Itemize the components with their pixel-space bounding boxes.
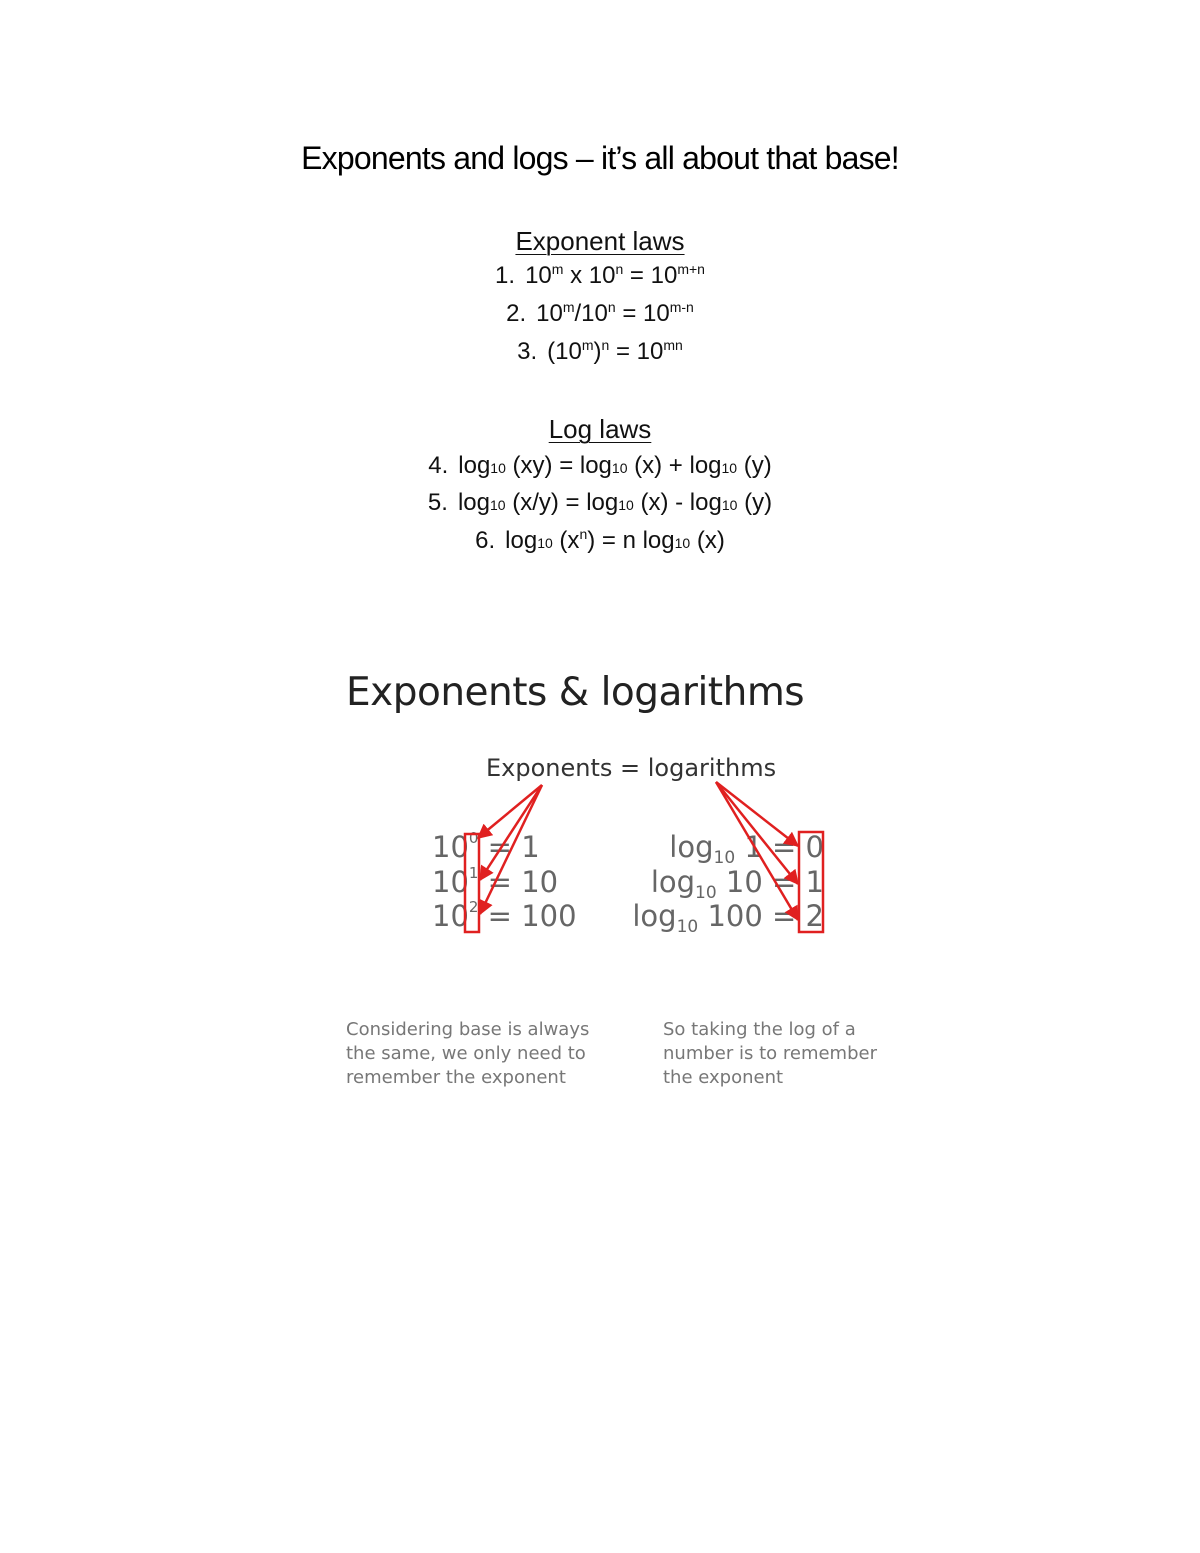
page-title: Exponents and logs – it’s all about that base! [301, 140, 899, 176]
log-base: 10 [490, 460, 506, 476]
law-text: (y) [737, 452, 772, 479]
law-number: 2. [506, 300, 527, 327]
log-base: 10 [618, 497, 634, 513]
law-text: log [457, 489, 490, 516]
exponent-laws-heading: Exponent laws [515, 226, 685, 256]
log-result: 1 [805, 865, 824, 899]
law-text: (x) + log [627, 452, 722, 479]
law-text: 10 [536, 300, 563, 327]
log-argument: 10 = [716, 865, 806, 899]
log-base: 10 [713, 848, 736, 868]
exp-result: = 10 [487, 865, 559, 899]
law-exponent: n [601, 337, 610, 353]
law-text: (x [552, 527, 580, 554]
law-text: log [458, 452, 491, 479]
log-argument: 100 = [698, 899, 806, 933]
caption-line: remember the exponent [346, 1067, 566, 1088]
log-base: 10 [537, 535, 553, 551]
exp-result: = 100 [487, 899, 577, 933]
slide-title: Exponents & logarithms [346, 670, 805, 715]
log-result: 2 [805, 899, 824, 933]
law-exponent: m [581, 337, 594, 353]
exp-result: = 1 [487, 830, 540, 864]
law-number: 3. [517, 338, 538, 365]
law-number: 4. [428, 452, 449, 479]
log-base: 10 [695, 883, 717, 903]
exp-base: 10 [432, 865, 469, 899]
law-exponent: n [579, 526, 588, 542]
caption-right [663, 1018, 877, 1090]
exponent-highlight-box [465, 834, 479, 932]
law-text: (x) - log [633, 489, 722, 516]
equivalence-label: Exponents = logarithms [486, 754, 777, 782]
law-number: 6. [475, 527, 496, 554]
log-base: 10 [489, 497, 506, 513]
law-exponent: m-n [669, 299, 694, 315]
exp-power: 2 [468, 898, 479, 916]
law-text: = 10 [623, 262, 678, 289]
log-result: 0 [805, 830, 824, 864]
law-exponent: n [615, 261, 624, 277]
law-exponent: m [562, 299, 575, 315]
law-text: log [505, 527, 538, 554]
law-text: x 10 [563, 262, 616, 289]
caption-line: the same, we only need to [346, 1043, 586, 1064]
law-text: ) = n log [587, 527, 675, 554]
log-word: log [650, 865, 696, 899]
law-text: /10 [574, 300, 608, 327]
caption-line: So taking the log of a [663, 1019, 856, 1040]
result-highlight-box [799, 832, 823, 932]
law-number: 1. [495, 262, 516, 289]
law-text: (y) [737, 489, 773, 516]
law-text: ) [593, 338, 602, 365]
law-exponent: mn [663, 337, 683, 353]
law-text: (10 [547, 338, 582, 365]
law-exponent: m+n [677, 261, 705, 277]
law-exponent: m [551, 261, 564, 277]
law-text: 10 [525, 262, 552, 289]
log-word: log [669, 830, 714, 864]
law-exponent: n [607, 299, 616, 315]
law-text: = 10 [609, 338, 664, 365]
exp-power: 0 [468, 829, 479, 847]
law-text: (x/y) = log [505, 489, 619, 516]
law-text: = 10 [615, 300, 670, 327]
caption-left [346, 1018, 589, 1090]
caption-line: the exponent [663, 1067, 784, 1088]
log-word: log [632, 899, 677, 933]
exponent-arrows [478, 785, 542, 914]
log-argument: 1 = [735, 830, 806, 864]
law-text: (x) [690, 527, 725, 554]
exp-base: 10 [432, 899, 469, 933]
log-base: 10 [721, 497, 738, 513]
log-base: 10 [676, 917, 699, 937]
law-number: 5. [427, 489, 448, 516]
law-text: (xy) = log [505, 452, 612, 479]
exp-power: 1 [468, 864, 479, 882]
exp-base: 10 [432, 830, 469, 864]
log-laws-heading: Log laws [548, 414, 652, 444]
log-base: 10 [611, 460, 628, 476]
log-base: 10 [674, 535, 691, 551]
caption-line: Considering base is always [346, 1019, 590, 1040]
caption-line: number is to remember [663, 1043, 877, 1064]
logarithm-arrows [713, 782, 798, 920]
log-base: 10 [721, 460, 738, 476]
